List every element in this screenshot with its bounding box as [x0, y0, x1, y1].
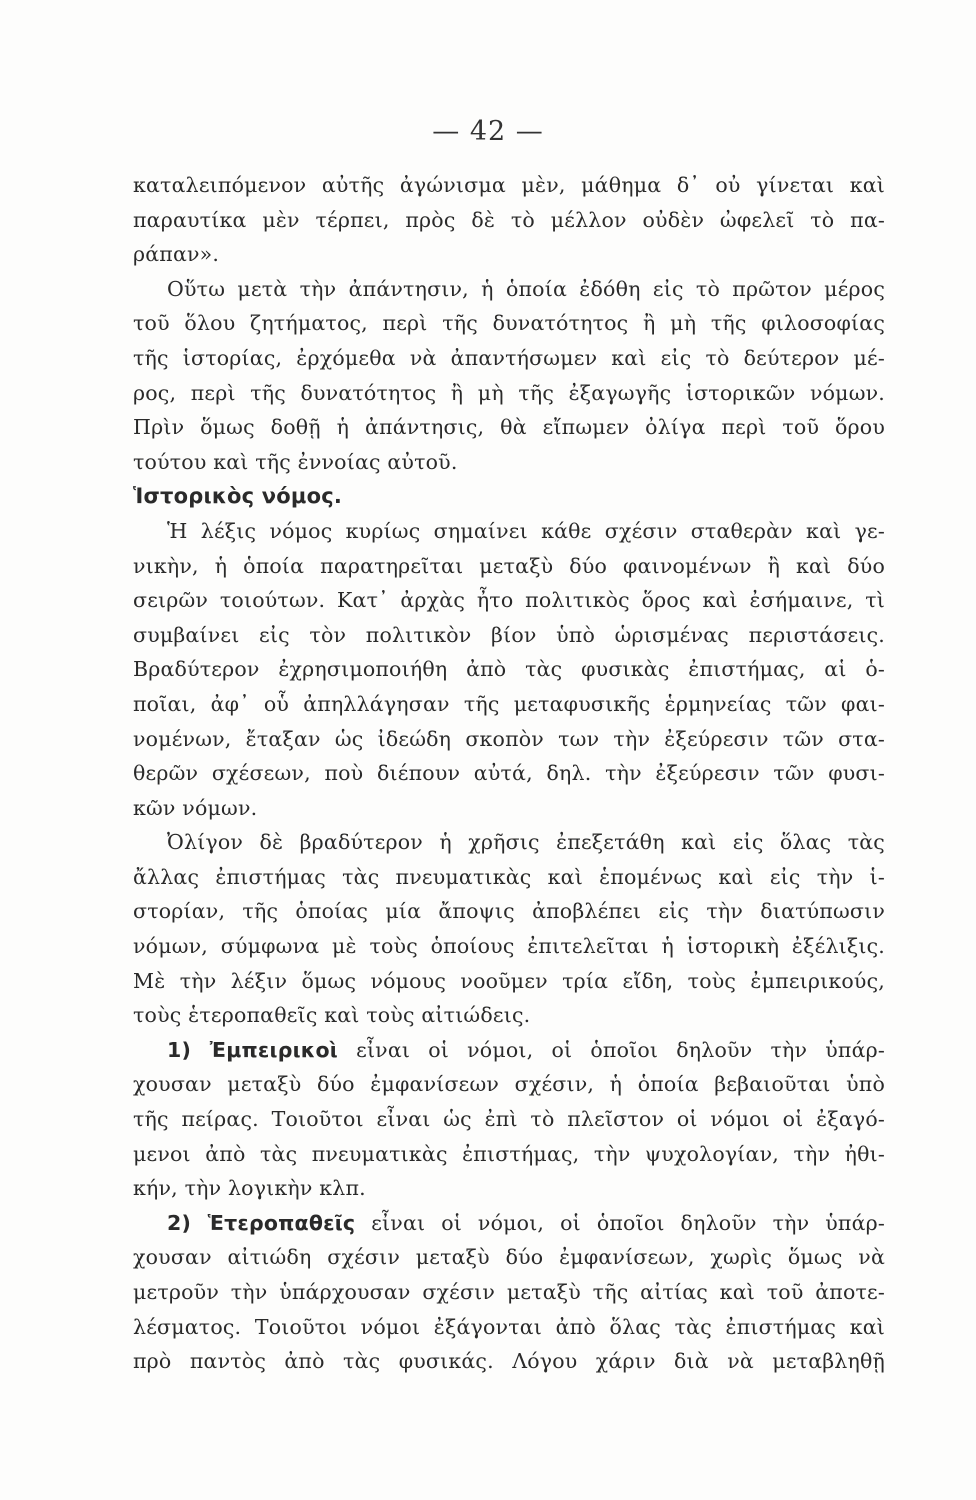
text-line: ἄλλας ἐπιστήμας τὰς πνευματικὰς καὶ ἑπομένως καὶ εἰς τὴν ἱ- [133, 864, 885, 889]
text-line: τῆς πείρας. Τοιοῦτοι εἶναι ὡς ἐπὶ τὸ πλεῖστον οἱ νόμοι οἱ ἐξαγό- [133, 1107, 885, 1132]
text-line: Μὲ τὴν λέξιν ὅμως νόμους νοοῦμεν τρία εἴδη, τοὺς ἐμπειρικούς, [133, 968, 885, 993]
text-line: ρος, περὶ τῆς δυνατότητος ἢ μὴ τῆς ἐξαγωγῆς ἱστορικῶν νόμων. [133, 380, 885, 405]
text-line: μετροῦν τὴν ὑπάρχουσαν σχέσιν μεταξὺ τῆς αἰτίας καὶ τοῦ ἀποτε- [133, 1280, 885, 1304]
text-line: Βραδύτερον ἐχρησιμοποιήθη ἀπὸ τὰς φυσικὰς ἐπιστήμας, αἱ ὁ- [133, 657, 885, 682]
text-line: μενοι ἀπὸ τὰς πνευματικὰς ἐπιστήμας, τὴν ψυχολογίαν, τὴν ἠθι- [133, 1141, 885, 1166]
paragraph-block-3 [133, 1240, 885, 1378]
text-line: χουσαν αἰτιώδη σχέσιν μεταξὺ δύο ἐμφανίσεων, χωρὶς ὅμως νὰ [133, 1245, 885, 1270]
text-line: τούτου καὶ τῆς ἐννοίας αὐτοῦ. [133, 449, 458, 474]
text-line: πρὸ παντὸς ἀπὸ τὰς φυσικάς. Λόγου χάριν διὰ νὰ μεταβληθῇ [133, 1349, 885, 1374]
text-line: κήν, τὴν λογικὴν κλπ. [133, 1176, 366, 1201]
list-item-empirical [133, 1033, 885, 1068]
list-item-lead: 2) Ἑτεροπαθεῖς [167, 1210, 356, 1235]
text-line: χουσαν μεταξὺ δύο ἐμφανίσεων σχέσιν, ἡ ὁποία βεβαιοῦται ὑπὸ [133, 1072, 885, 1097]
text-line: σειρῶν τοιούτων. Κατ᾿ ἀρχὰς ἦτο πολιτικὸς ὅρος καὶ ἐσήμαινε, τὶ [133, 588, 885, 613]
text-line: τοὺς ἑτεροπαθεῖς καὶ τοὺς αἰτιώδεις. [133, 1003, 531, 1028]
list-item-text: εἶναι οἱ νόμοι, οἱ ὁποῖοι δηλοῦν τὴν ὑπάρ- [356, 1037, 886, 1062]
text-line: ποῖαι, ἀφ᾿ οὗ ἀπηλλάγησαν τῆς μεταφυσικῆς ἑρμηνείας τῶν φαι- [133, 691, 885, 716]
section-heading: Ἱστορικὸς νόμος. [133, 484, 343, 509]
list-item-lead: 1) Ἐμπειρικοὶ [167, 1037, 338, 1062]
text-line: καταλειπόμενον αὐτῆς ἀγώνισμα μὲν, μάθημα δ᾿ οὐ γίνεται καὶ [133, 173, 885, 197]
text-line: Ἡ λέξις νόμος κυρίως σημαίνει κάθε σχέσιν σταθερὰν καὶ γε- [167, 518, 885, 543]
text-line: νικὴν, ἡ ὁποία παρατηρεῖται μεταξὺ δύο φαινομένων ἢ καὶ δύο [133, 553, 885, 578]
text-line: νομένων, ἔταξαν ὡς ἰδεώδη σκοπὸν των τὴν ἐξεύρεσιν τῶν στα- [133, 726, 885, 751]
text-line: συμβαίνει εἰς τὸν πολιτικὸν βίον ὑπὸ ὡρισμένας περιστάσεις. [133, 622, 885, 647]
text-line: θερῶν σχέσεων, ποὺ διέπουν αὐτά, δηλ. τὴν ἐξεύρεσιν τῶν φυσι- [133, 761, 885, 786]
text-line: Πρὶν ὅμως δοθῇ ἡ ἀπάντησις, θὰ εἴπωμεν ὀλίγα περὶ τοῦ ὅρου [133, 415, 885, 440]
list-item-heteropathic [133, 1206, 885, 1241]
text-line: παραυτίκα μὲν τέρπει, πρὸς δὲ τὸ μέλλον οὐδὲν ὠφελεῖ τὸ πα- [133, 207, 885, 232]
paragraph-block-1 [133, 168, 885, 1033]
text-line: Ὀλίγον δὲ βραδύτερον ἡ χρῆσις ἐπεξετάθη καὶ εἰς ὅλας τὰς [167, 830, 885, 855]
text-line: νόμων, σύμφωνα μὲ τοὺς ὁποίους ἐπιτελεῖται ἡ ἱστορικὴ ἐξέλιξις. [133, 934, 885, 959]
text-line: τῆς ἱστορίας, ἐρχόμεθα νὰ ἀπαντήσωμεν καὶ εἰς τὸ δεύτερον μέ- [133, 345, 885, 370]
text-body [133, 168, 885, 1379]
list-item-text: εἶναι οἱ νόμοι, οἱ ὁποῖοι δηλοῦν τὴν ὑπάρ- [371, 1210, 885, 1235]
page-number: — 42 — [432, 116, 544, 147]
text-line: λέσματος. Τοιοῦτοι νόμοι ἐξάγονται ἀπὸ ὅλας τὰς ἐπιστήμας καὶ [133, 1314, 885, 1339]
text-line: τοῦ ὅλου ζητήματος, περὶ τῆς δυνατότητος ἢ μὴ τῆς φιλοσοφίας [133, 311, 885, 336]
text-line: στορίαν, τῆς ὁποίας μία ἄποψις ἀποβλέπει εἰς τὴν διατύπωσιν [133, 899, 885, 924]
text-line: Οὕτω μετὰ τὴν ἀπάντησιν, ἡ ὁποία ἐδόθη εἰς τὸ πρῶτον μέρος [167, 276, 885, 301]
paragraph-block-2 [133, 1067, 885, 1205]
text-line: κῶν νόμων. [133, 795, 258, 820]
text-line: ράπαν». [133, 242, 220, 267]
